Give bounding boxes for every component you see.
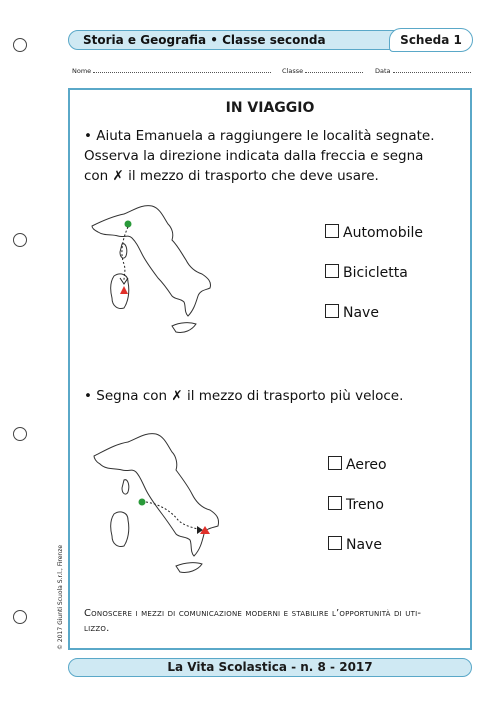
exercise1-line2: Osserva la direzione indicata dalla freccia e segna bbox=[84, 148, 424, 164]
binder-hole-4 bbox=[13, 610, 27, 624]
worksheet-frame bbox=[68, 88, 472, 650]
destination-marker-1 bbox=[120, 286, 128, 294]
option-nave-1[interactable] bbox=[325, 304, 379, 321]
learning-objective bbox=[84, 606, 458, 636]
binder-hole-3 bbox=[13, 427, 27, 441]
exercise1-line1: • Aiuta Emanuela a raggiungere le località segnate. bbox=[84, 128, 435, 144]
checkbox-nave-1[interactable] bbox=[325, 304, 339, 318]
data-field[interactable] bbox=[375, 66, 471, 75]
sardinia-outline-2 bbox=[111, 512, 129, 547]
learning-objective-line1: Conoscere i mezzi di comunicazione moderni e stabilire l’opportunità di uti- bbox=[84, 608, 422, 619]
corsica-outline-1 bbox=[120, 244, 127, 258]
binder-hole-2 bbox=[13, 233, 27, 247]
sicily-outline-1 bbox=[172, 323, 196, 333]
option-automobile[interactable] bbox=[325, 224, 423, 241]
option-bicicletta-label: Bicicletta bbox=[343, 265, 408, 281]
checkbox-automobile[interactable] bbox=[325, 224, 339, 238]
learning-objective-line2: lizzo. bbox=[84, 623, 110, 634]
option-nave-2-label: Nave bbox=[346, 537, 382, 553]
route-arrow-2 bbox=[146, 502, 202, 530]
option-aereo[interactable] bbox=[328, 456, 387, 473]
scheda-tab: Scheda 1 bbox=[389, 28, 473, 52]
option-automobile-label: Automobile bbox=[343, 225, 423, 241]
header-bar bbox=[68, 30, 472, 50]
classe-field[interactable] bbox=[282, 66, 363, 75]
exercise1-line3: con ✗ il mezzo di trasporto che deve usare. bbox=[84, 168, 379, 184]
worksheet-title: IN VIAGGIO bbox=[225, 100, 315, 116]
corsica-outline-2 bbox=[122, 480, 129, 494]
italy-mainland-outline-2 bbox=[94, 434, 219, 556]
exercise2-line1: • Segna con ✗ il mezzo di trasporto più veloce. bbox=[84, 388, 404, 404]
option-nave-1-label: Nave bbox=[343, 305, 379, 321]
classe-label: Classe bbox=[282, 67, 304, 75]
checkbox-nave-2[interactable] bbox=[328, 536, 342, 550]
footer-bar: La Vita Scolastica - n. 8 - 2017 bbox=[68, 658, 472, 677]
header-title: Storia e Geografia • Classe seconda bbox=[83, 33, 326, 47]
option-bicicletta[interactable] bbox=[325, 264, 408, 281]
option-treno-label: Treno bbox=[346, 497, 384, 513]
italy-mainland-outline-1 bbox=[92, 206, 211, 316]
copyright-credit: © 2017 Giunti Scuola S.r.l., Firenze bbox=[57, 544, 64, 650]
checkbox-treno[interactable] bbox=[328, 496, 342, 510]
exercise1-instruction bbox=[84, 126, 435, 186]
start-point-marker-2 bbox=[139, 499, 146, 506]
checkbox-bicicletta[interactable] bbox=[325, 264, 339, 278]
option-nave-2[interactable] bbox=[328, 536, 382, 553]
sicily-outline-2 bbox=[176, 563, 202, 573]
checkbox-aereo[interactable] bbox=[328, 456, 342, 470]
option-treno[interactable] bbox=[328, 496, 384, 513]
start-point-marker-1 bbox=[125, 221, 132, 228]
data-label: Data bbox=[375, 67, 391, 75]
nome-field[interactable] bbox=[72, 66, 271, 75]
italy-map-1 bbox=[84, 198, 224, 358]
italy-map-2 bbox=[84, 422, 234, 592]
binder-hole-1 bbox=[13, 38, 27, 52]
exercise2-instruction bbox=[84, 386, 403, 406]
nome-label: Nome bbox=[72, 67, 92, 75]
option-aereo-label: Aereo bbox=[346, 457, 387, 473]
